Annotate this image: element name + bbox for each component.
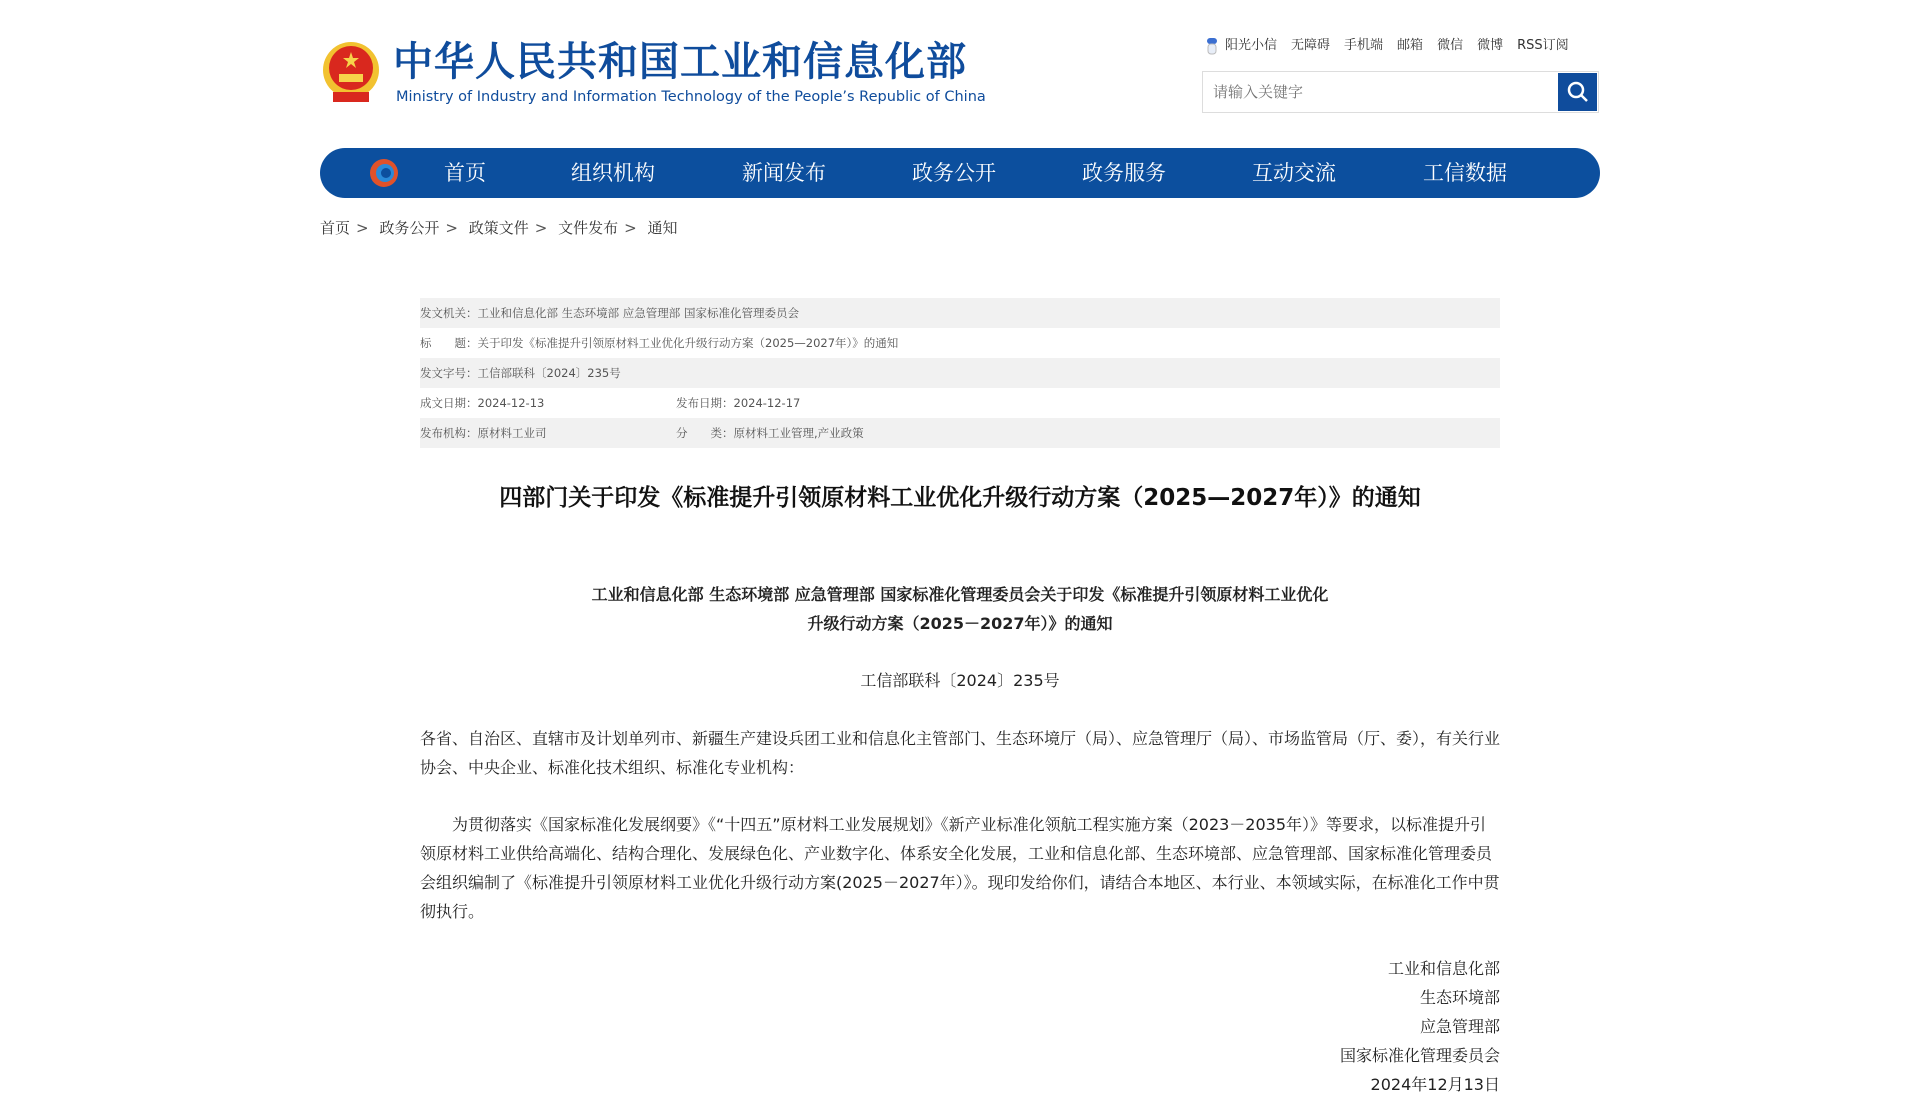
meta-row-docno: 发文字号：工信部联科〔2024〕235号 [420,358,1500,388]
national-emblem-logo [321,40,381,106]
breadcrumb-notice[interactable]: 通知 [647,219,678,237]
top-link-sunshine[interactable]: 阳光小信 [1225,38,1278,53]
body-paragraph: 为贯彻落实《国家标准化发展纲要》《“十四五”原材料工业发展规划》《新产业标准化领航工程实施方案（2023－2035年）》等要求，以标准提升引领原材料工业供给高端化、结构合理化、发展绿色化、产业数字化、体系安全化发展，工业和信息化部、生态环境部、应急管理部、国家标准化管理委员会组织编制了《标准提升引领原材料工业优化升级行动方案(2025－2027年）》。现印发给你们，请结合本地区、本行业、本领域实际，在标准化工作中贯彻执行。 [420,815,1500,921]
breadcrumb-home[interactable]: 首页 [320,219,351,237]
top-link-rss[interactable]: RSS订阅 [1517,38,1569,53]
search-icon [1567,81,1589,103]
recipients: 各省、自治区、直辖市及计划单列市、新疆生产建设兵团工业和信息化主管部门、生态环境厅（局）、应急管理厅（局）、市场监管局（厅、委），有关行业协会、中央企业、标准化技术组织、标准化专业机构： [420,729,1501,777]
top-link-accessibility[interactable]: 无障碍 [1291,38,1331,53]
meta-row-org: 发布机构：原材料工业司 分 类：原材料工业管理,产业政策 [420,418,1500,448]
site-title[interactable]: 中华人民共和国工业和信息化部 [393,39,967,85]
breadcrumb-gov-affairs[interactable]: 政务公开 [379,219,440,237]
main-nav [320,148,1600,198]
signatures: 工业和信息化部 生态环境部 应急管理部 国家标准化管理委员会 2024年12月13日 [420,954,1500,1099]
nav-data[interactable]: 工信数据 [1423,161,1507,185]
search-button[interactable] [1558,73,1597,111]
site-subtitle: Ministry of Industry and Information Technology of the People’s Republic of China [396,89,986,105]
nav-organization[interactable]: 组织机构 [571,161,655,185]
document-meta-table [420,298,1500,448]
nav-news[interactable]: 新闻发布 [742,161,826,185]
doc-number: 工信部联科〔2024〕235号 [860,671,1060,690]
search-input[interactable] [1203,72,1557,112]
meta-row-title: 标 题：关于印发《标准提升引领原材料工业优化升级行动方案（2025—2027年）》的通知 [420,336,899,350]
breadcrumb: 首页 > 政务公开 > 政策文件 > 文件发布 > 通知 [320,219,678,237]
nav-interaction[interactable]: 互动交流 [1252,161,1336,185]
article-subtitle: 工业和信息化部 生态环境部 应急管理部 国家标准化管理委员会关于印发《标准提升引领原材料工业优化 升级行动方案（2025－2027年）》的通知 [591,585,1329,633]
top-link-wechat[interactable]: 微信 [1437,38,1464,53]
mascot-icon [1205,36,1219,56]
article-title: 四部门关于印发《标准提升引领原材料工业优化升级行动方案（2025—2027年）》的通知 [499,485,1421,511]
ministry-logo-icon [368,157,400,189]
top-link-mail[interactable]: 邮箱 [1397,38,1424,53]
top-link-mobile[interactable]: 手机端 [1344,38,1384,53]
sign-date: 2024年12月13日 [1370,1075,1500,1094]
nav-gov-services[interactable]: 政务服务 [1082,161,1166,185]
article [420,482,1500,1099]
top-link-weibo[interactable]: 微博 [1477,38,1504,53]
top-links [1205,36,1569,56]
breadcrumb-documents[interactable]: 文件发布 [558,219,619,237]
search-box [1202,71,1599,113]
meta-row-issuer: 发文机关：工业和信息化部 生态环境部 应急管理部 国家标准化管理委员会 [420,298,1500,328]
breadcrumb-policy[interactable]: 政策文件 [468,219,529,237]
meta-row-dates: 成文日期：2024-12-13 发布日期：2024-12-17 [420,396,801,410]
nav-gov-affairs[interactable]: 政务公开 [912,161,996,185]
nav-home[interactable]: 首页 [444,161,486,185]
